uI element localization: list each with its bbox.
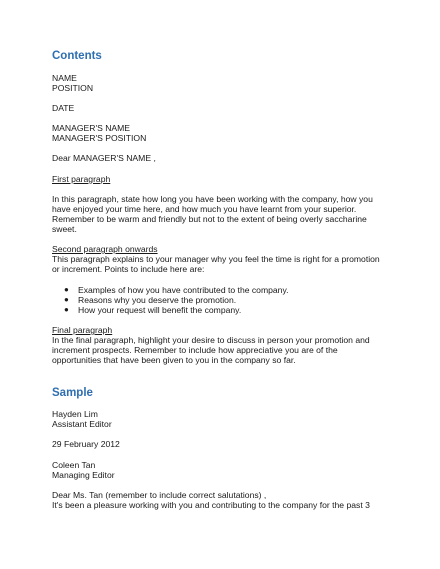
sample-heading: Sample	[52, 387, 93, 399]
sample-sender-name: Hayden Lim	[52, 409, 98, 419]
list-item: Reasons why you deserve the promotion.	[78, 295, 237, 305]
first-paragraph-line: Remember to be warm and friendly but not to the extent of being overly saccharine	[52, 214, 367, 224]
second-paragraph-title: Second paragraph onwards	[52, 244, 158, 254]
sample-sender-position: Assistant Editor	[52, 419, 112, 429]
bullet-icon: ●	[64, 285, 69, 294]
first-paragraph-line: have enjoyed your time here, and how much you have learnt from your superior.	[52, 204, 357, 214]
second-paragraph-line: This paragraph explains to your manager why you feel the time is right for a promotion	[52, 254, 380, 264]
manager-name: MANAGER'S NAME	[52, 123, 131, 133]
sample-manager-position: Managing Editor	[52, 470, 115, 480]
first-paragraph-line: In this paragraph, state how long you have been working with the company, how you	[52, 194, 373, 204]
sender-position: POSITION	[52, 83, 94, 93]
final-paragraph-line: opportunities that have been given to you in the company so far.	[52, 355, 296, 365]
list-item: Examples of how you have contributed to the company.	[78, 285, 289, 295]
sample-date: 29 February 2012	[52, 439, 120, 449]
list-item: How your request will benefit the company.	[78, 305, 242, 315]
first-paragraph-title: First paragraph	[52, 174, 111, 184]
final-paragraph-title: Final paragraph	[52, 325, 113, 335]
final-paragraph-line: increment prospects. Remember to include how appreciative you are of the	[52, 345, 338, 355]
bullet-icon: ●	[64, 305, 69, 314]
final-paragraph-line: In the final paragraph, highlight your desire to discuss in person your promotion and	[52, 335, 370, 345]
contents-heading: Contents	[52, 50, 102, 62]
first-paragraph-line: sweet.	[52, 224, 77, 234]
letter-date: DATE	[52, 103, 75, 113]
greeting: Dear MANAGER'S NAME ,	[52, 153, 156, 163]
bullet-icon: ●	[64, 295, 69, 304]
sample-manager-name: Coleen Tan	[52, 460, 96, 470]
manager-position: MANAGER'S POSITION	[52, 133, 147, 143]
sample-greeting: Dear Ms. Tan (remember to include correct salutations) ,	[52, 490, 267, 500]
sample-opening-line: It's been a pleasure working with you and contributing to the company for the past 3	[52, 500, 370, 510]
second-paragraph-line: or increment. Points to include here are:	[52, 264, 205, 274]
sender-name: NAME	[52, 73, 77, 83]
